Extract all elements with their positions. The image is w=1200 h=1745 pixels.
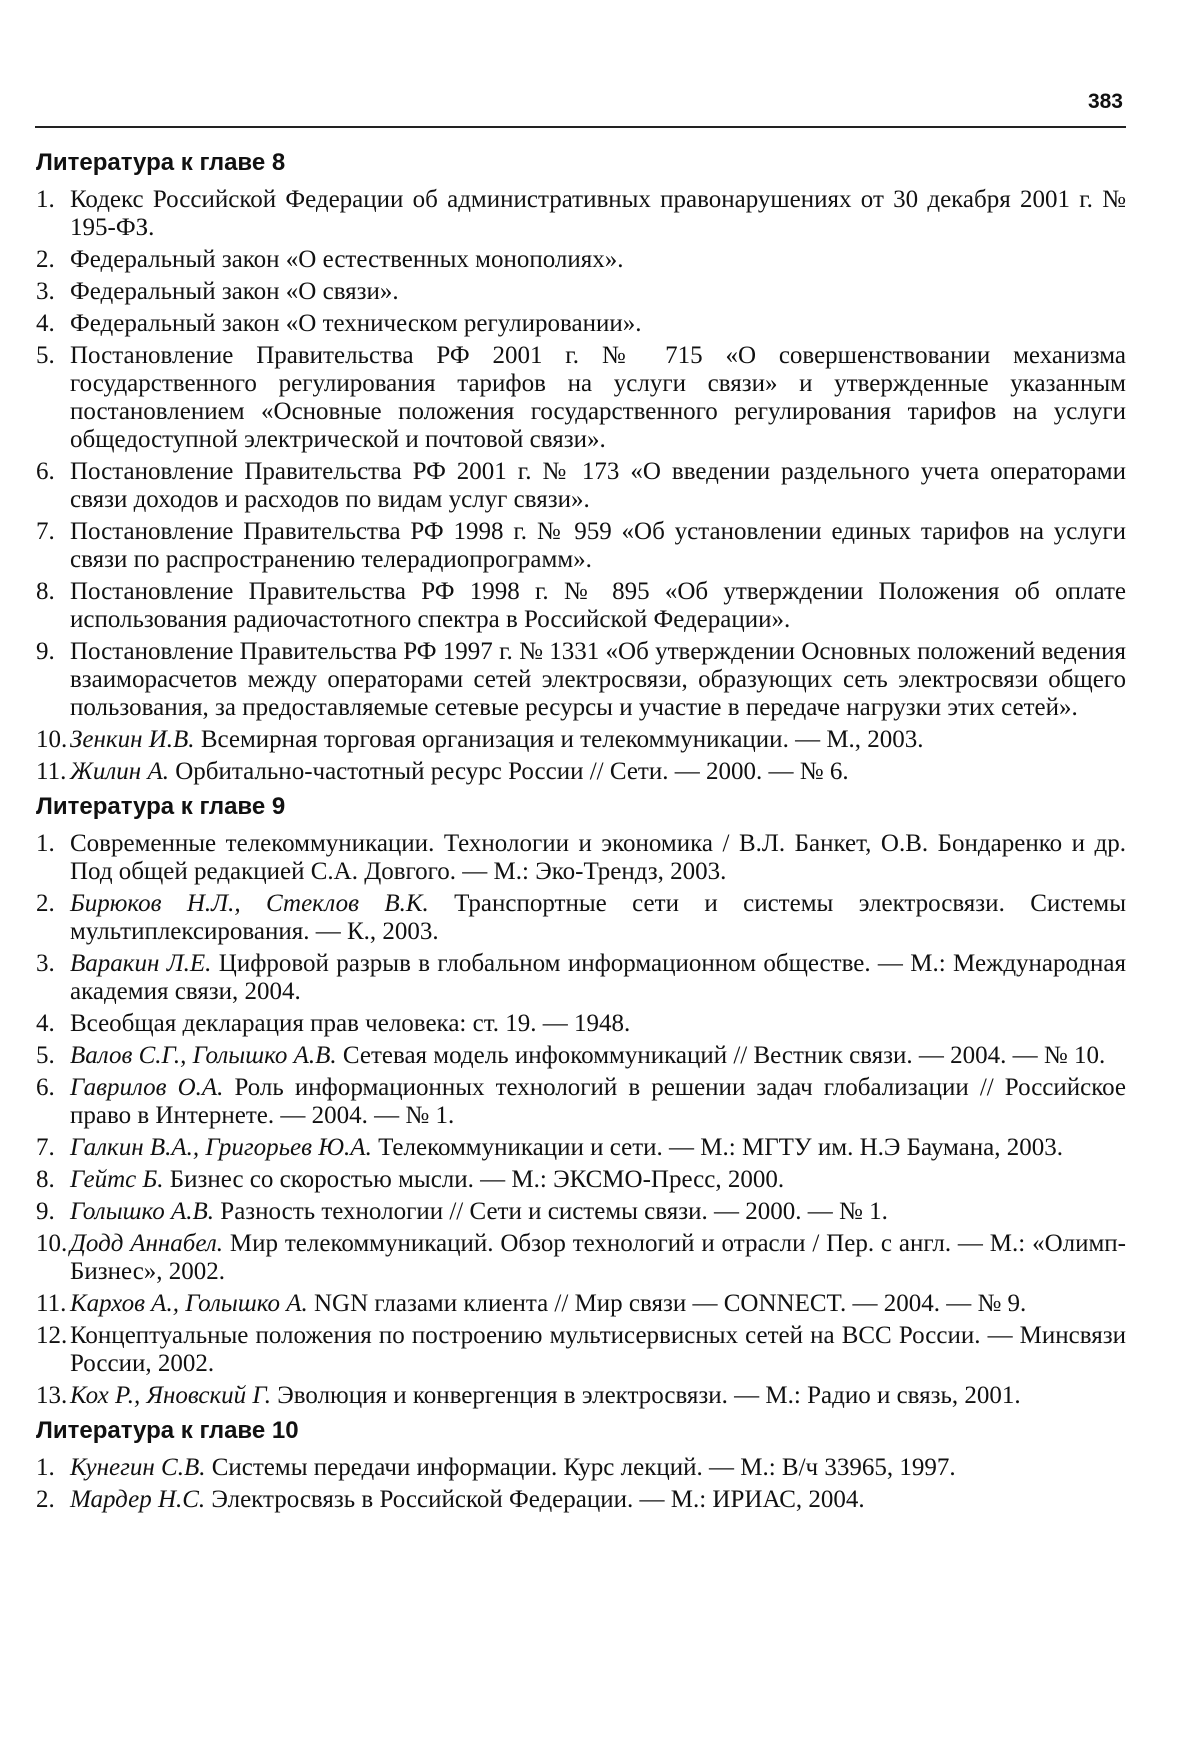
reference-item — [36, 310, 1126, 338]
reference-text: Системы передачи информации. Курс лекций. — М.: В/ч 33965, 1997. — [211, 1454, 956, 1481]
reference-text: Роль информационных технологий в решении задач глобализации // Российское право в Интернете. — 2004. — № 1. — [70, 1074, 1127, 1129]
reference-entry — [70, 1486, 1126, 1514]
reference-item — [36, 518, 1126, 574]
reference-item — [36, 578, 1126, 634]
reference-text: Транспортные сети и системы электросвязи. Системы мультиплексирования. — К., 2003. — [70, 890, 1126, 945]
reference-text: Разность технологии // Сети и системы связи. — 2000. — № 1. — [220, 1198, 888, 1225]
reference-author: Бирюков Н.Л., Стеклов В.К. — [70, 890, 429, 917]
section-heading: Литература к главе 10 — [36, 1417, 299, 1444]
reference-number: 2. — [36, 1486, 55, 1513]
reference-text: Постановление Правительства РФ 2001 г. № 715 «О совершенствовании механизма государственного регулирования тарифов на услуги связи» и утвержденные указанным постановлением «Основные положения государственного регулирования тарифов на услуги общедоступной электрической и почтовой связи». — [70, 342, 1126, 453]
reference-entry — [70, 246, 1126, 274]
reference-number: 7. — [36, 518, 55, 545]
reference-entry — [70, 830, 1126, 886]
reference-text: Телекоммуникации и сети. — М.: МГТУ им. Н.Э Баумана, 2003. — [378, 1134, 1063, 1161]
reference-item — [36, 1486, 1126, 1514]
reference-entry — [70, 310, 1126, 338]
reference-author: Кархов А., Голышко А. — [70, 1290, 308, 1317]
reference-item — [36, 458, 1126, 514]
reference-number: 1. — [36, 1454, 55, 1481]
reference-entry — [70, 1198, 1126, 1226]
reference-entry — [70, 1134, 1126, 1162]
reference-item — [36, 638, 1126, 722]
page-number: 383 — [1087, 90, 1123, 113]
reference-author: Галкин В.А., Григорьев Ю.А. — [70, 1134, 372, 1161]
reference-number: 13. — [36, 1382, 68, 1409]
reference-item — [36, 186, 1126, 242]
reference-entry — [70, 726, 1126, 754]
header-rule — [35, 126, 1126, 128]
reference-item — [36, 1382, 1126, 1410]
reference-author: Кунегин С.В. — [70, 1454, 206, 1481]
reference-item — [36, 1166, 1126, 1194]
section-heading: Литература к главе 9 — [36, 793, 286, 820]
reference-text: Цифровой разрыв в глобальном информационном обществе. — М.: Международная академия связи, 2004. — [70, 950, 1126, 1005]
reference-number: 1. — [36, 830, 55, 857]
reference-number: 8. — [36, 1166, 55, 1193]
reference-number: 4. — [36, 310, 55, 337]
reference-text: Всемирная торговая организация и телекоммуникации. — М., 2003. — [200, 726, 924, 753]
reference-number: 11. — [36, 1290, 67, 1317]
reference-entry — [70, 1322, 1126, 1378]
reference-author: Додд Аннабел. — [70, 1230, 224, 1257]
reference-entry — [70, 1166, 1126, 1194]
reference-entry — [70, 638, 1126, 722]
reference-item — [36, 1010, 1126, 1038]
reference-author: Кох Р., Яновский Г. — [70, 1382, 272, 1409]
reference-item — [36, 342, 1126, 454]
reference-entry — [70, 1382, 1126, 1410]
reference-author: Голышко А.В. — [70, 1198, 215, 1225]
reference-number: 12. — [36, 1322, 68, 1349]
reference-number: 2. — [36, 890, 55, 917]
reference-number: 1. — [36, 186, 55, 213]
reference-list — [36, 1454, 1126, 1514]
reference-author: Зенкин И.В. — [70, 726, 195, 753]
reference-entry — [70, 758, 1126, 786]
reference-text: Орбитально-частотный ресурс России // Сети. — 2000. — № 6. — [175, 758, 849, 785]
reference-item — [36, 1198, 1126, 1226]
reference-item — [36, 1074, 1126, 1130]
reference-entry — [70, 458, 1126, 514]
reference-text: Эволюция и конвергенция в электросвязи. — М.: Радио и связь, 2001. — [277, 1382, 1021, 1409]
reference-item — [36, 758, 1126, 786]
reference-text: Концептуальные положения по построению мультисервисных сетей на ВСС России. — Минсвязи России, 2002. — [70, 1322, 1126, 1377]
reference-number: 5. — [36, 1042, 55, 1069]
reference-author: Жилин А. — [70, 758, 169, 785]
reference-text: Всеобщая декларация прав человека: ст. 19. — 1948. — [70, 1010, 631, 1037]
reference-entry — [70, 950, 1126, 1006]
reference-number: 4. — [36, 1010, 55, 1037]
reference-number: 3. — [36, 950, 55, 977]
reference-number: 5. — [36, 342, 55, 369]
reference-item — [36, 278, 1126, 306]
references-content — [36, 148, 1126, 1518]
reference-text: Федеральный закон «О техническом регулировании». — [70, 310, 642, 337]
reference-number: 8. — [36, 578, 55, 605]
reference-item — [36, 950, 1126, 1006]
references-section — [36, 148, 1126, 786]
reference-number: 9. — [36, 1198, 55, 1225]
reference-item — [36, 830, 1126, 886]
reference-entry — [70, 1290, 1126, 1318]
reference-item — [36, 1454, 1126, 1482]
reference-entry — [70, 578, 1126, 634]
reference-number: 6. — [36, 458, 55, 485]
reference-text: Бизнес со скоростью мысли. — М.: ЭКСМО-Пресс, 2000. — [169, 1166, 785, 1193]
reference-list — [36, 830, 1126, 1410]
reference-author: Гаврилов О.А. — [70, 1074, 224, 1101]
section-heading: Литература к главе 8 — [36, 149, 286, 176]
reference-item — [36, 1322, 1126, 1378]
reference-entry — [70, 1454, 1126, 1482]
reference-item — [36, 890, 1126, 946]
reference-author: Варакин Л.Е. — [70, 950, 212, 977]
reference-number: 6. — [36, 1074, 55, 1101]
reference-number: 7. — [36, 1134, 55, 1161]
reference-entry — [70, 518, 1126, 574]
reference-entry — [70, 1074, 1126, 1130]
reference-text: Федеральный закон «О естественных монополиях». — [70, 246, 624, 273]
reference-text: Современные телекоммуникации. Технологии и экономика / В.Л. Банкет, О.В. Бондаренко и др. Под общей редакцией С.А. Довгого. — М.: Эко-Трендз, 2003. — [70, 830, 1126, 885]
reference-entry — [70, 1010, 1126, 1038]
reference-text: Электросвязь в Российской Федерации. — М.: ИРИАС, 2004. — [211, 1486, 865, 1513]
reference-text: Кодекс Российской Федерации об административных правонарушениях от 30 декабря 2001 г. № 195-ФЗ. — [70, 186, 1126, 241]
reference-author: Гейтс Б. — [70, 1166, 164, 1193]
reference-text: Сетевая модель инфокоммуникаций // Вестник связи. — 2004. — № 10. — [342, 1042, 1106, 1069]
reference-text: Федеральный закон «О связи». — [70, 278, 399, 305]
reference-number: 10. — [36, 1230, 68, 1257]
reference-item — [36, 726, 1126, 754]
reference-item — [36, 1290, 1126, 1318]
reference-number: 10. — [36, 726, 68, 753]
reference-entry — [70, 342, 1126, 454]
reference-item — [36, 1230, 1126, 1286]
reference-number: 2. — [36, 246, 55, 273]
references-section — [36, 1416, 1126, 1514]
reference-text: Постановление Правительства РФ 1998 г. № 959 «Об установлении единых тарифов на услуги связи по распространению телерадиопрограмм». — [70, 518, 1126, 573]
reference-author: Валов С.Г., Голышко А.В. — [70, 1042, 337, 1069]
reference-entry — [70, 1230, 1126, 1286]
reference-item — [36, 246, 1126, 274]
reference-number: 3. — [36, 278, 55, 305]
reference-number: 11. — [36, 758, 67, 785]
reference-text: Мир телекоммуникаций. Обзор технологий и отрасли / Пер. с англ. — М.: «Олимп-Бизнес», 2002. — [70, 1230, 1127, 1285]
reference-number: 9. — [36, 638, 55, 665]
reference-text: Постановление Правительства РФ 1997 г. № 1331 «Об утверждении Основных положений ведения взаиморасчетов между операторами сетей электросвязи, образующих сеть электросвязи общего пользования, за предоставляемые сетевые ресурсы и участие в передаче нагрузки этих сетей». — [70, 638, 1126, 721]
reference-entry — [70, 186, 1126, 242]
reference-text: NGN глазами клиента // Мир связи — CONNECT. — 2004. — № 9. — [313, 1290, 1027, 1317]
reference-entry — [70, 278, 1126, 306]
reference-entry — [70, 890, 1126, 946]
references-section — [36, 792, 1126, 1410]
reference-item — [36, 1134, 1126, 1162]
reference-item — [36, 1042, 1126, 1070]
reference-author: Мардер Н.С. — [70, 1486, 206, 1513]
reference-text: Постановление Правительства РФ 1998 г. № 895 «Об утверждении Положения об оплате использования радиочастотного спектра в Российской Федерации». — [70, 578, 1126, 633]
reference-list — [36, 186, 1126, 786]
reference-text: Постановление Правительства РФ 2001 г. № 173 «О введении раздельного учета операторами связи доходов и расходов по видам услуг связи». — [70, 458, 1126, 513]
reference-entry — [70, 1042, 1126, 1070]
